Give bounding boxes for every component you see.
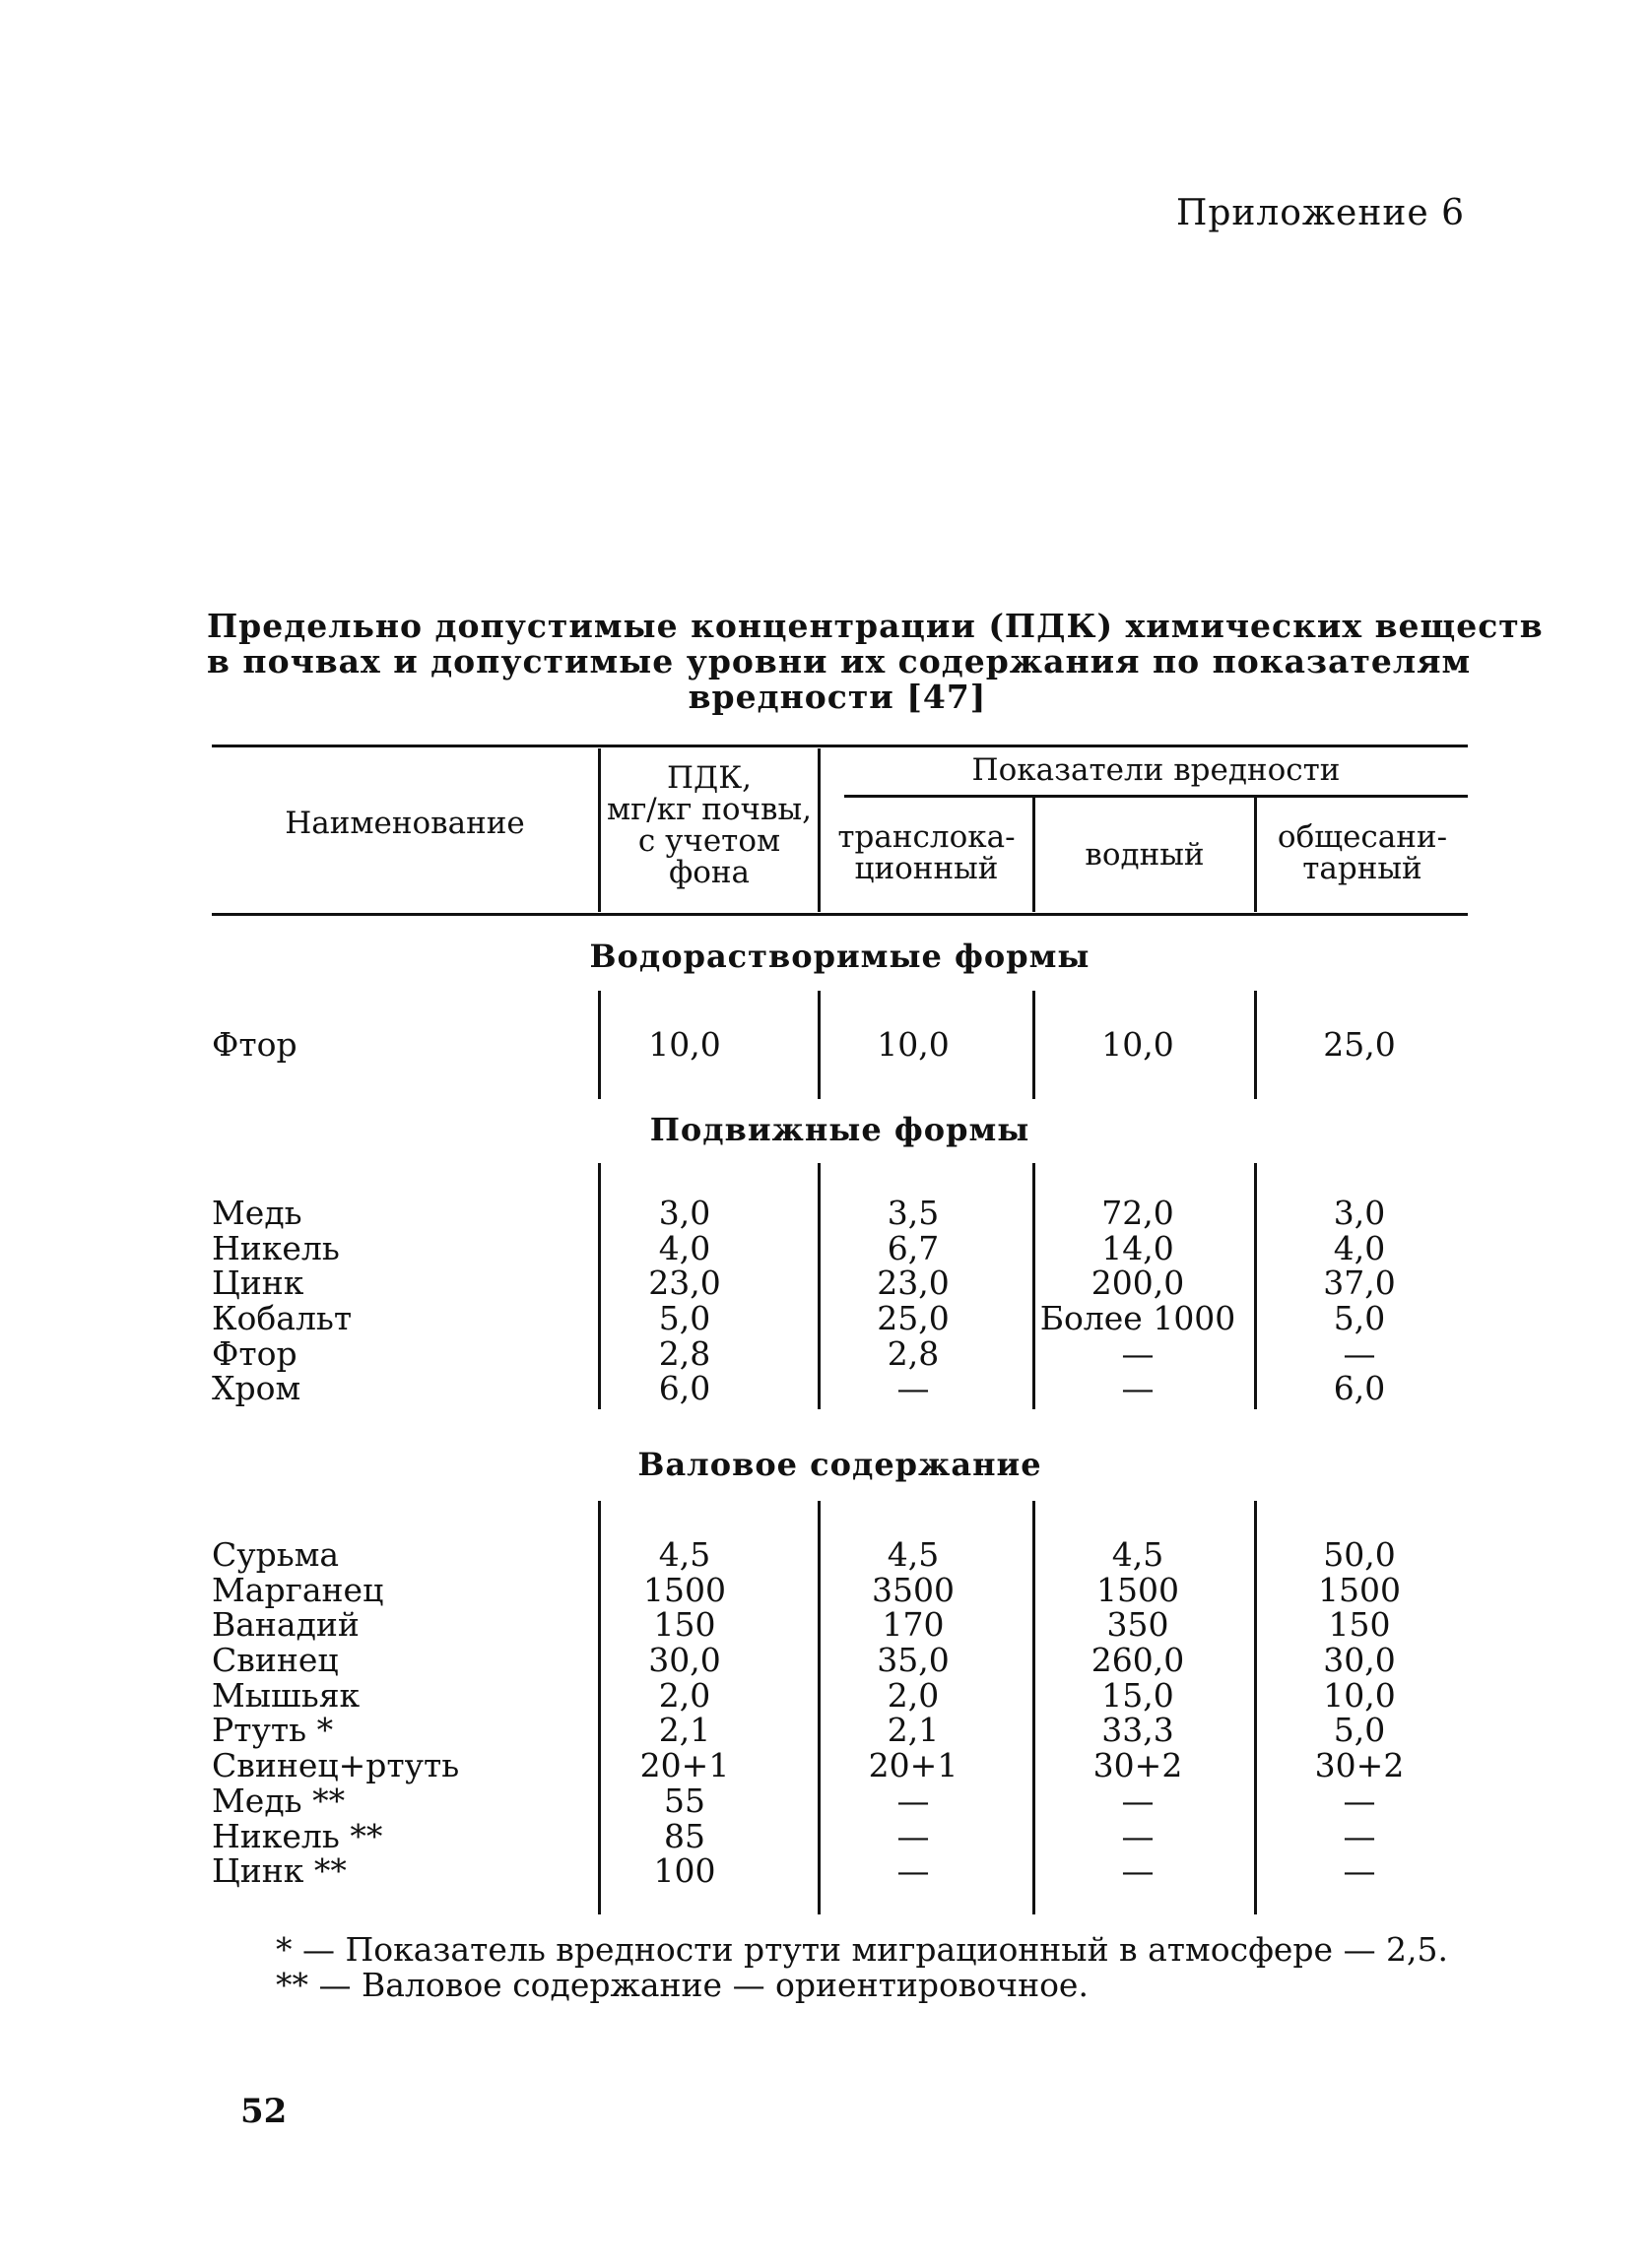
cell-water: 30+2 bbox=[1092, 1746, 1183, 1785]
cell-translocation: — bbox=[896, 1369, 930, 1408]
cell-water: 4,5 bbox=[1111, 1535, 1164, 1574]
cell-translocation: 35,0 bbox=[877, 1641, 950, 1680]
cell-translocation: 23,0 bbox=[877, 1264, 950, 1303]
cell-water: — bbox=[1121, 1816, 1155, 1855]
cell-sanitary: 6,0 bbox=[1333, 1369, 1386, 1408]
header-translocation-line-1: транслока- bbox=[837, 819, 1016, 855]
cell-name: Цинк ** bbox=[212, 1851, 347, 1891]
cell-water: — bbox=[1121, 1851, 1155, 1891]
cell-sanitary: 37,0 bbox=[1323, 1264, 1396, 1303]
cell-name: Фтор bbox=[212, 1025, 297, 1064]
cell-translocation: 25,0 bbox=[877, 1299, 950, 1338]
cell-water: 15,0 bbox=[1101, 1675, 1174, 1715]
cell-sanitary: 3,0 bbox=[1333, 1194, 1386, 1232]
cell-water: 14,0 bbox=[1101, 1228, 1174, 1267]
table-row bbox=[212, 1301, 1468, 1336]
cell-water: 260,0 bbox=[1090, 1641, 1185, 1680]
cell-pdk: 4,0 bbox=[658, 1228, 711, 1267]
cell-name: Мышьяк bbox=[212, 1675, 361, 1715]
cell-sanitary: — bbox=[1343, 1816, 1376, 1855]
header-translocation-line-2: ционный bbox=[854, 851, 999, 886]
table-row bbox=[212, 1027, 1468, 1063]
cell-translocation: 3,5 bbox=[887, 1194, 940, 1232]
cell-water: — bbox=[1121, 1333, 1155, 1373]
footnote-1: * — Показатель вредности ртути миграционный в атмосфере — 2,5. bbox=[276, 1930, 1449, 1969]
cell-pdk: 2,8 bbox=[658, 1333, 711, 1373]
cell-water: 1500 bbox=[1096, 1570, 1179, 1609]
section-rows bbox=[212, 1027, 1468, 1063]
cell-pdk: 23,0 bbox=[648, 1264, 721, 1303]
cell-pdk: 1500 bbox=[643, 1570, 726, 1609]
cell-pdk: 3,0 bbox=[658, 1194, 711, 1232]
cell-water: — bbox=[1121, 1369, 1155, 1408]
section-title: Водорастворимые формы bbox=[589, 938, 1090, 975]
cell-pdk: 2,0 bbox=[658, 1675, 711, 1715]
cell-pdk: 150 bbox=[653, 1605, 716, 1645]
table-row bbox=[212, 1675, 1468, 1715]
cell-name: Ванадий bbox=[212, 1605, 360, 1645]
header-pdk-line-3: с учетом bbox=[637, 823, 781, 859]
section-title: Валовое содержание bbox=[637, 1446, 1042, 1483]
cell-name: Медь ** bbox=[212, 1781, 346, 1820]
header-pdk bbox=[601, 762, 818, 888]
cell-water: 72,0 bbox=[1101, 1194, 1174, 1232]
table-row bbox=[212, 1228, 1468, 1267]
cell-sanitary: 10,0 bbox=[1323, 1675, 1396, 1715]
cell-sanitary: 150 bbox=[1328, 1605, 1391, 1645]
footnote-2: ** — Валовое содержание — ориентировочное. bbox=[276, 1966, 1089, 2004]
cell-sanitary: 30+2 bbox=[1314, 1746, 1405, 1785]
cell-sanitary: — bbox=[1343, 1781, 1376, 1820]
header-pdk-line-1: ПДК, bbox=[666, 760, 753, 796]
cell-name: Фтор bbox=[212, 1333, 297, 1373]
cell-name: Марганец bbox=[212, 1570, 384, 1609]
cell-pdk: 5,0 bbox=[658, 1299, 711, 1338]
cell-sanitary: 5,0 bbox=[1333, 1711, 1386, 1750]
cell-pdk: 2,1 bbox=[658, 1711, 711, 1750]
section-title: Подвижные формы bbox=[649, 1111, 1030, 1148]
cell-name: Кобальт bbox=[212, 1299, 353, 1338]
cell-water: Более 1000 bbox=[1039, 1299, 1236, 1338]
section-rows bbox=[212, 1537, 1468, 1889]
table-row bbox=[212, 1713, 1468, 1748]
cell-pdk: 4,5 bbox=[658, 1535, 711, 1574]
header-pdk-line-4: фона bbox=[668, 855, 751, 890]
cell-sanitary: — bbox=[1343, 1851, 1376, 1891]
cell-pdk: 10,0 bbox=[648, 1025, 721, 1064]
top-rule bbox=[212, 745, 1468, 747]
cell-sanitary: 4,0 bbox=[1333, 1228, 1386, 1267]
header-sanitary bbox=[1257, 821, 1468, 884]
cell-name: Ртуть * bbox=[212, 1711, 334, 1750]
footnotes bbox=[276, 1932, 1478, 2003]
header-name bbox=[212, 808, 598, 839]
table-row bbox=[212, 1570, 1468, 1609]
cell-sanitary: 50,0 bbox=[1323, 1535, 1396, 1574]
cell-translocation: 170 bbox=[882, 1605, 945, 1645]
table-row bbox=[212, 1748, 1468, 1783]
header-sanitary-line-1: общесани- bbox=[1277, 819, 1448, 855]
cell-name: Цинк bbox=[212, 1264, 304, 1303]
table-row bbox=[212, 1196, 1468, 1231]
cell-translocation: 3500 bbox=[872, 1570, 955, 1609]
pdk-table bbox=[212, 745, 1468, 1926]
appendix-label: Приложение 6 bbox=[1175, 193, 1465, 233]
cell-name: Никель bbox=[212, 1228, 340, 1267]
header-water bbox=[1035, 839, 1254, 871]
table-row bbox=[212, 1371, 1468, 1406]
cell-translocation: 2,8 bbox=[887, 1333, 940, 1373]
table-row bbox=[212, 1643, 1468, 1678]
cell-name: Хром bbox=[212, 1369, 301, 1408]
cell-pdk: 6,0 bbox=[658, 1369, 711, 1408]
cell-water: 200,0 bbox=[1090, 1264, 1185, 1303]
cell-name: Свинец+ртуть bbox=[212, 1746, 460, 1785]
cell-translocation: 2,0 bbox=[887, 1675, 940, 1715]
cell-sanitary: 1500 bbox=[1318, 1570, 1401, 1609]
cell-name: Медь bbox=[212, 1194, 302, 1232]
cell-name: Никель ** bbox=[212, 1816, 383, 1855]
page-number: 52 bbox=[240, 2092, 288, 2131]
table-row bbox=[212, 1783, 1468, 1819]
cell-translocation: 2,1 bbox=[887, 1711, 940, 1750]
table-row bbox=[212, 1537, 1468, 1573]
header-sanitary-line-2: тарный bbox=[1302, 851, 1422, 886]
cell-translocation: 10,0 bbox=[877, 1025, 950, 1064]
cell-translocation: — bbox=[896, 1816, 930, 1855]
header-group-label: Показатели вредности bbox=[971, 752, 1341, 788]
cell-name: Свинец bbox=[212, 1641, 339, 1680]
header-bottom-rule bbox=[212, 913, 1468, 916]
cell-pdk: 85 bbox=[664, 1816, 705, 1855]
header-group bbox=[844, 754, 1468, 786]
cell-translocation: 20+1 bbox=[868, 1746, 958, 1785]
cell-water: 33,3 bbox=[1101, 1711, 1174, 1750]
title-line-1: Предельно допустимые концентрации (ПДК) химических веществ bbox=[207, 607, 1544, 645]
cell-pdk: 55 bbox=[664, 1781, 705, 1820]
cell-sanitary: 30,0 bbox=[1323, 1641, 1396, 1680]
table-row bbox=[212, 1333, 1468, 1373]
header-name-label: Наименование bbox=[285, 806, 525, 841]
cell-water: 10,0 bbox=[1101, 1025, 1174, 1064]
cell-water: — bbox=[1121, 1781, 1155, 1820]
section-rows bbox=[212, 1196, 1468, 1406]
cell-sanitary: 5,0 bbox=[1333, 1299, 1386, 1338]
header-pdk-line-2: мг/кг почвы, bbox=[606, 792, 813, 827]
table-row bbox=[212, 1265, 1468, 1301]
cell-translocation: — bbox=[896, 1781, 930, 1820]
cell-water: 350 bbox=[1106, 1605, 1169, 1645]
cell-sanitary: 25,0 bbox=[1323, 1025, 1396, 1064]
cell-translocation: 6,7 bbox=[887, 1228, 940, 1267]
title-line-3: вредности [47] bbox=[688, 678, 987, 716]
cell-translocation: — bbox=[896, 1851, 930, 1891]
table-title bbox=[207, 607, 1544, 716]
cell-pdk: 30,0 bbox=[648, 1641, 721, 1680]
header-water-label: водный bbox=[1085, 837, 1205, 873]
group-rule bbox=[844, 795, 1468, 798]
cell-pdk: 100 bbox=[653, 1851, 716, 1891]
cell-sanitary: — bbox=[1343, 1333, 1376, 1373]
cell-name: Сурьма bbox=[212, 1535, 340, 1574]
header-translocation bbox=[821, 821, 1032, 884]
table-row bbox=[212, 1853, 1468, 1889]
table-row bbox=[212, 1607, 1468, 1643]
cell-pdk: 20+1 bbox=[639, 1746, 730, 1785]
cell-translocation: 4,5 bbox=[887, 1535, 940, 1574]
title-line-2: в почвах и допустимые уровни их содержания по показателям bbox=[207, 642, 1472, 680]
table-row bbox=[212, 1816, 1468, 1855]
